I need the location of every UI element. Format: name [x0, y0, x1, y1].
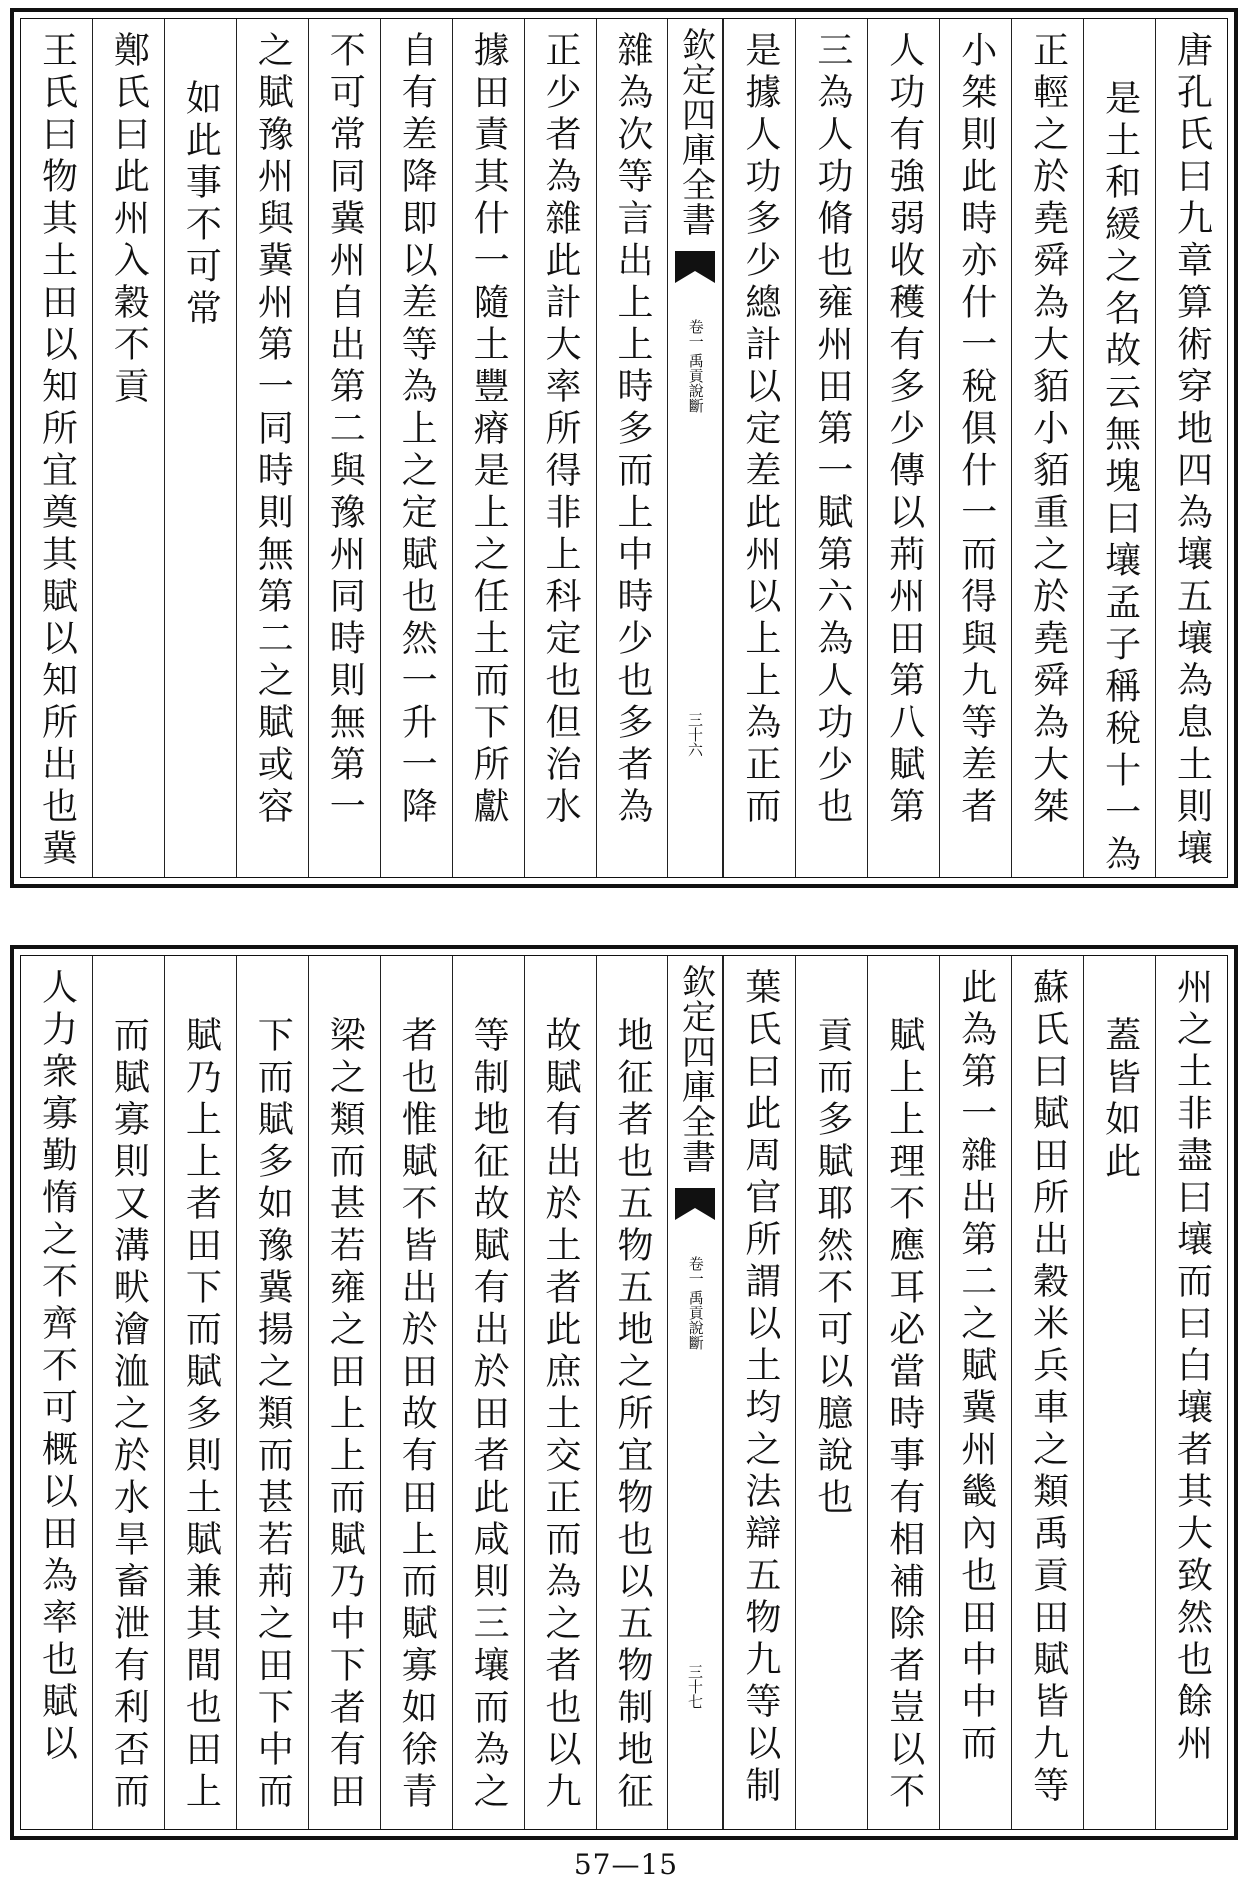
- text-column: 而賦寡則又溝畎澮洫之於水旱畜泄有利否而: [92, 956, 164, 1829]
- text-column: 之賦豫州與冀州第一同時則無第二之賦或容: [236, 19, 308, 877]
- volume-label: 卷一: [686, 319, 705, 349]
- top-page: [10, 8, 1238, 888]
- text-column: 人力衆寡勤惰之不齊不可概以田為率也賦以: [36, 968, 78, 1766]
- text-column: 自有差降即以差等為上之定賦也然一升一降: [380, 19, 452, 877]
- fishtail-mark-icon: [673, 249, 717, 289]
- text-column: 賦上上理不應耳必當時事有相補除者豈以不: [867, 956, 939, 1829]
- text-column: 三為人功脩也雍州田第一賦第六為人功少也: [795, 19, 867, 877]
- center-fold-label: [667, 19, 723, 877]
- text-column: 雜為次等言出上上時多而上中時少也多者為: [596, 19, 668, 877]
- text-column: 不可常同冀州自出第二與豫州同時則無第一: [308, 19, 380, 877]
- text-column: 故賦有出於土者此庶土交正而為之者也以九: [524, 956, 596, 1829]
- series-title: 欽定四庫全書: [675, 27, 716, 237]
- top-page-columns: [20, 18, 1228, 878]
- book-title: 禹貢說斷: [686, 1290, 705, 1350]
- text-column: 鄭氏曰此州入穀不貢: [92, 19, 164, 877]
- text-column: 如此事不可常: [164, 19, 236, 877]
- text-column: 此為第一雜出第二之賦冀州畿內也田中中而: [939, 956, 1011, 1829]
- book-meta: [687, 1256, 704, 1350]
- volume-label: 卷一: [686, 1256, 705, 1286]
- fishtail-mark-icon: [673, 1186, 717, 1226]
- text-column: 正輕之於堯舜為大貊小貊重之於堯舜為大桀: [1011, 19, 1083, 877]
- text-column: 小桀則此時亦什一稅俱什一而得與九等差者: [939, 19, 1011, 877]
- center-fold-label: [667, 956, 723, 1829]
- text-column: 人功有強弱收穫有多少傳以荊州田第八賦第: [867, 19, 939, 877]
- text-column: 王氏曰物其土田以知所宜奠其賦以知所出也冀: [36, 31, 78, 871]
- text-column: 下而賦多如豫冀揚之類而甚若荊之田下中而: [236, 956, 308, 1829]
- text-column: 唐孔氏曰九章算術穿地四為壤五壤為息土則壤: [1155, 19, 1227, 877]
- series-title: 欽定四庫全書: [675, 964, 716, 1174]
- text-column: 地征者也五物五地之所宜物也以五物制地征: [596, 956, 668, 1829]
- text-column: 是據人功多少總計以定差此州以上上為正而: [723, 19, 795, 877]
- text-column: 貢而多賦耶然不可以臆說也: [795, 956, 867, 1829]
- text-column: 蓋皆如此: [1083, 956, 1155, 1829]
- book-meta: [687, 319, 704, 413]
- page-folio-number: 57—15: [573, 1848, 679, 1881]
- text-column: 州之土非盡曰壤而曰白壤者其大致然也餘州: [1155, 956, 1227, 1829]
- text-column: 者也惟賦不皆出於田故有田上而賦寡如徐青: [380, 956, 452, 1829]
- book-title: 禹貢說斷: [686, 353, 705, 413]
- text-column: 正少者為雜此計大率所得非上科定也但治水: [524, 19, 596, 877]
- text-column: 賦乃上上者田下而賦多則土賦兼其間也田上: [164, 956, 236, 1829]
- bottom-page: [10, 945, 1238, 1840]
- leaf-number: 三十七: [685, 1664, 704, 1709]
- text-column: 據田責其什一隨土豐瘠是上之任土而下所獻: [452, 19, 524, 877]
- text-column: 葉氏曰此周官所謂以土均之法辯五物九等以制: [723, 956, 795, 1829]
- leaf-number: 三十六: [685, 712, 704, 757]
- bottom-page-columns: [20, 955, 1228, 1830]
- text-column: 是土和緩之名故云無塊曰壤孟子稱稅十一為: [1083, 19, 1155, 877]
- text-column: 等制地征故賦有出於田者此咸則三壤而為之: [452, 956, 524, 1829]
- text-column: 梁之類而甚若雍之田上上而賦乃中下者有田: [308, 956, 380, 1829]
- text-column: 蘇氏曰賦田所出穀米兵車之類禹貢田賦皆九等: [1011, 956, 1083, 1829]
